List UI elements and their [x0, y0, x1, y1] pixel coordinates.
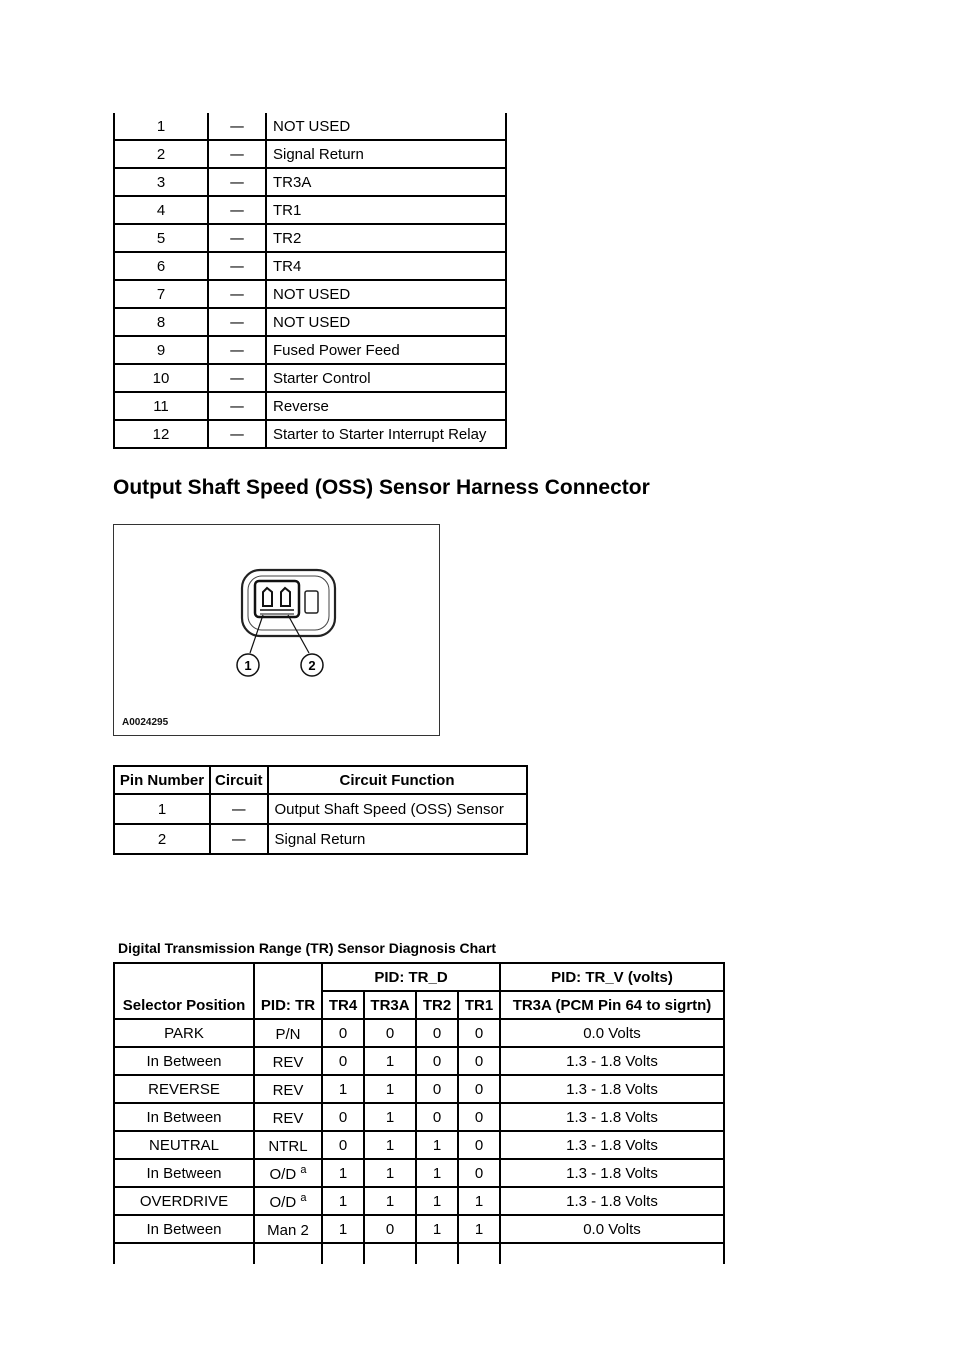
tr2-value: 0 — [416, 1103, 458, 1131]
circuit-function: NOT USED — [266, 280, 506, 308]
pin-number: 5 — [114, 224, 208, 252]
header-pid-tr: PID: TR — [254, 963, 322, 1019]
table-row — [114, 336, 506, 364]
tr3a-value: 0 — [364, 1215, 416, 1243]
tr4-value: 1 — [322, 1215, 364, 1243]
pin-number: 7 — [114, 280, 208, 308]
callout-1: 1 — [244, 658, 252, 673]
circuit: — — [208, 280, 266, 308]
table-row — [114, 392, 506, 420]
pin-number: 4 — [114, 196, 208, 224]
pid-tr-value: P/N — [275, 1025, 301, 1043]
pin-number: 3 — [114, 168, 208, 196]
pid-tr-value: O/D — [269, 1165, 297, 1183]
tr1-value: 1 — [458, 1215, 500, 1243]
empty-cell — [322, 1243, 364, 1264]
oss-pin-table — [113, 765, 528, 855]
tr-v-value: 1.3 - 1.8 Volts — [500, 1103, 724, 1131]
tr4-value: 0 — [322, 1047, 364, 1075]
diagnosis-chart-table — [113, 962, 725, 1264]
circuit: — — [208, 420, 266, 448]
circuit: — — [208, 113, 266, 140]
tr1-value: 0 — [458, 1047, 500, 1075]
pid-tr-cell — [254, 1131, 322, 1159]
pin-number: 9 — [114, 336, 208, 364]
table-row — [114, 1159, 724, 1187]
circuit-function: TR4 — [266, 252, 506, 280]
connector-figure — [113, 524, 440, 736]
selector-position: In Between — [114, 1215, 254, 1243]
tr4-value: 0 — [322, 1131, 364, 1159]
selector-position: In Between — [114, 1103, 254, 1131]
table-row — [114, 168, 506, 196]
pid-tr-cell — [254, 1047, 322, 1075]
circuit-function: Starter Control — [266, 364, 506, 392]
tr4-value: 1 — [322, 1159, 364, 1187]
tr2-value: 1 — [416, 1187, 458, 1215]
tr3a-value: 0 — [364, 1019, 416, 1047]
tr4-value: 0 — [322, 1103, 364, 1131]
circuit-function: Reverse — [266, 392, 506, 420]
tr1-value: 0 — [458, 1103, 500, 1131]
circuit-function: NOT USED — [266, 113, 506, 140]
header-tr4: TR4 — [322, 991, 364, 1019]
tr1-value: 1 — [458, 1187, 500, 1215]
section-heading: Output Shaft Speed (OSS) Sensor Harness Connector — [113, 476, 650, 499]
header-tr3a-voltage: TR3A (PCM Pin 64 to sigrtn) — [500, 991, 724, 1019]
tr2-value: 1 — [416, 1159, 458, 1187]
circuit-function: TR2 — [266, 224, 506, 252]
circuit: — — [208, 336, 266, 364]
table-row — [114, 252, 506, 280]
circuit-function: TR3A — [266, 168, 506, 196]
tr-v-value: 1.3 - 1.8 Volts — [500, 1131, 724, 1159]
pid-tr-value: NTRL — [268, 1137, 308, 1155]
circuit: — — [208, 196, 266, 224]
table-row — [114, 364, 506, 392]
table-header-row — [114, 766, 527, 794]
circuit: — — [208, 364, 266, 392]
tr3a-value: 1 — [364, 1047, 416, 1075]
table-row — [114, 224, 506, 252]
top-pin-table — [113, 113, 507, 449]
pid-tr-value: REV — [272, 1053, 304, 1071]
tr3a-value: 1 — [364, 1159, 416, 1187]
tr2-value: 1 — [416, 1131, 458, 1159]
selector-position: In Between — [114, 1159, 254, 1187]
table-row — [114, 1019, 724, 1047]
pid-tr-value: REV — [272, 1081, 304, 1099]
circuit: — — [208, 168, 266, 196]
pid-tr-cell — [254, 1075, 322, 1103]
tr3a-value: 1 — [364, 1187, 416, 1215]
figure-id: A0024295 — [122, 717, 169, 728]
circuit: — — [208, 392, 266, 420]
tr1-value: 0 — [458, 1019, 500, 1047]
tr4-value: 0 — [322, 1019, 364, 1047]
table-row — [114, 794, 527, 824]
header-tr1: TR1 — [458, 991, 500, 1019]
table-row-empty — [114, 1243, 724, 1264]
tr-v-value: 1.3 - 1.8 Volts — [500, 1187, 724, 1215]
empty-cell — [364, 1243, 416, 1264]
pid-tr-value: REV — [272, 1109, 304, 1127]
circuit-function: Signal Return — [268, 824, 527, 854]
tr1-value: 0 — [458, 1131, 500, 1159]
circuit: — — [208, 140, 266, 168]
header-circuit-function: Circuit Function — [268, 766, 527, 794]
circuit-function: TR1 — [266, 196, 506, 224]
table-row — [114, 1047, 724, 1075]
pin-number: 11 — [114, 392, 208, 420]
circuit-function: Output Shaft Speed (OSS) Sensor — [268, 794, 527, 824]
table-row — [114, 196, 506, 224]
header-circuit: Circuit — [210, 766, 268, 794]
empty-cell — [500, 1243, 724, 1264]
table-row — [114, 1187, 724, 1215]
pid-tr-cell — [254, 1103, 322, 1131]
circuit: — — [210, 824, 268, 854]
table-row — [114, 1103, 724, 1131]
tr4-value: 1 — [322, 1075, 364, 1103]
circuit-function: Starter to Starter Interrupt Relay — [266, 420, 506, 448]
tr-v-value: 1.3 - 1.8 Volts — [500, 1159, 724, 1187]
pin-number: 1 — [114, 113, 208, 140]
empty-cell — [416, 1243, 458, 1264]
header-pin-number: Pin Number — [114, 766, 210, 794]
pid-tr-cell — [254, 1159, 322, 1187]
pid-tr-value: O/D — [269, 1193, 297, 1211]
tr2-value: 0 — [416, 1019, 458, 1047]
tr-v-value: 0.0 Volts — [500, 1019, 724, 1047]
tr3a-value: 1 — [364, 1103, 416, 1131]
callout-2: 2 — [308, 658, 316, 673]
table-row — [114, 824, 527, 854]
table-header-row — [114, 963, 724, 991]
header-tr2: TR2 — [416, 991, 458, 1019]
pid-tr-value: Man 2 — [267, 1221, 309, 1239]
table-row — [114, 308, 506, 336]
diagnosis-chart-caption: Digital Transmission Range (TR) Sensor Diagnosis Chart — [118, 940, 497, 956]
table-row — [114, 140, 506, 168]
empty-cell — [458, 1243, 500, 1264]
circuit-function: Fused Power Feed — [266, 336, 506, 364]
circuit-function: Signal Return — [266, 140, 506, 168]
tr1-value: 0 — [458, 1159, 500, 1187]
tr-v-value: 0.0 Volts — [500, 1215, 724, 1243]
pin-number: 8 — [114, 308, 208, 336]
header-selector-position: Selector Position — [114, 963, 254, 1019]
table-row — [114, 113, 506, 140]
pid-tr-cell — [254, 1019, 322, 1047]
tr-v-value: 1.3 - 1.8 Volts — [500, 1047, 724, 1075]
empty-cell — [254, 1243, 322, 1264]
tr2-value: 0 — [416, 1075, 458, 1103]
table-row — [114, 1131, 724, 1159]
table-row — [114, 1215, 724, 1243]
circuit: — — [208, 308, 266, 336]
circuit: — — [208, 224, 266, 252]
pin-number: 6 — [114, 252, 208, 280]
selector-position: OVERDRIVE — [114, 1187, 254, 1215]
selector-position: In Between — [114, 1047, 254, 1075]
footnote-marker: a — [300, 1191, 307, 1204]
circuit-function: NOT USED — [266, 308, 506, 336]
pid-tr-cell — [254, 1187, 322, 1215]
connector-illustration — [114, 525, 439, 735]
table-row — [114, 280, 506, 308]
tr2-value: 0 — [416, 1047, 458, 1075]
selector-position: NEUTRAL — [114, 1131, 254, 1159]
pin-number: 2 — [114, 140, 208, 168]
tr4-value: 1 — [322, 1187, 364, 1215]
pin-number: 2 — [114, 824, 210, 854]
tr-v-value: 1.3 - 1.8 Volts — [500, 1075, 724, 1103]
table-row — [114, 420, 506, 448]
header-pid-tr-d: PID: TR_D — [322, 963, 500, 991]
circuit: — — [208, 252, 266, 280]
footnote-marker: a — [300, 1163, 307, 1176]
empty-cell — [114, 1243, 254, 1264]
table-row — [114, 1075, 724, 1103]
circuit: — — [210, 794, 268, 824]
tr2-value: 1 — [416, 1215, 458, 1243]
tr1-value: 0 — [458, 1075, 500, 1103]
header-pid-tr-v: PID: TR_V (volts) — [500, 963, 724, 991]
pin-number: 12 — [114, 420, 208, 448]
tr3a-value: 1 — [364, 1131, 416, 1159]
pin-number: 10 — [114, 364, 208, 392]
pin-number: 1 — [114, 794, 210, 824]
header-tr3a: TR3A — [364, 991, 416, 1019]
selector-position: PARK — [114, 1019, 254, 1047]
pid-tr-cell — [254, 1215, 322, 1243]
tr3a-value: 1 — [364, 1075, 416, 1103]
selector-position: REVERSE — [114, 1075, 254, 1103]
